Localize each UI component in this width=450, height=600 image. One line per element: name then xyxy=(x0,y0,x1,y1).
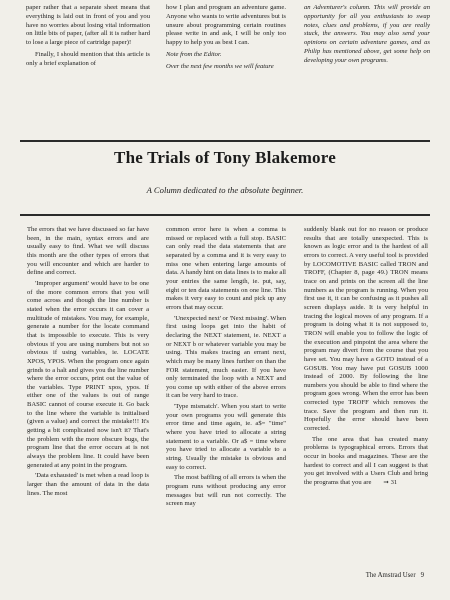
publication-name: The Amstrad User xyxy=(365,572,416,579)
editor-note-continuation: an Adventurer's column. This will provide an opportunity for all you enthusiasts to swap notes, clues and problems, if you are really stuck, the answers. You may also send your opinions on certain adventure games, and as Philip has mentioned above, get some help on developing your own programs. xyxy=(304,4,430,64)
paragraph: The most baffling of all errors is when the program runs without producing any error messages but will run not correctly. The screen may xyxy=(166,474,286,508)
top-column-3 xyxy=(304,4,430,69)
editor-note-text: Over the next few months we will feature xyxy=(166,62,274,70)
paragraph-text: The one area that has created many problems is typographical errors. Errors that occur in books and magazines. These are the hardest to correct and all I can suggest is that you get involved with a Users Club and bring the programs that you are xyxy=(304,435,428,487)
paragraph: common error here is when a comma is missed or replaced with a full stop. BASIC can only read the data statements that are separated by a comma and it is very easy to miss one when entering large amounts of data. A handy hint on data lines is to make all your entries the same length, ie. put, say, eight or ten data statements on one line. This makes it very easy to count and pick up any errors that may occur. xyxy=(166,226,286,311)
continued-arrow-icon: ➞ 31 xyxy=(383,479,398,487)
article-title: The Trials of Tony Blakemore xyxy=(114,148,336,167)
editor-note-heading: Note from the Editor. xyxy=(166,50,222,58)
body-column-1 xyxy=(27,226,149,500)
paragraph: 'Unexpected next' or 'Next missing'. When first using loops get into the habit of declaring the NEXT statement, ie. NEXT a or NEXT b or whatever variable you may be using. This makes tracing an errant next, which may be many lines further on than the FOR statement, much easier. If you have only terminated the loop with a NEXT and you come up with either of the above errors it can be very hard to trace. xyxy=(166,314,286,400)
page-footer xyxy=(366,572,424,579)
article-subtitle: A Column dedicated to the absolute beginner. xyxy=(146,185,304,195)
body-column-3 xyxy=(304,226,428,490)
paragraph: paper rather that a separate sheet means that everything is laid out in front of you and you have no worries about losing vital information on little bits of paper, (after all it is rather hard to lose a large piece of cartridge paper)! xyxy=(26,4,150,47)
paragraph: how I plan and program an adventure game. Anyone who wants to write adventures but is unsure about programming certain routines please write in and ask, I will be only too happy to help you as best I can. xyxy=(166,4,286,47)
top-column-1 xyxy=(26,4,150,72)
body-column-2 xyxy=(166,226,286,511)
paragraph: suddenly blank out for no reason or produce results that are totally unexpected. This is known as logic error and is the hardest of all errors to correct. A very useful tool is provided by LOCOMOTIVE BASIC called TRON and TROFF, (Chapter 8, page 49.) TRON means trace on and prints on the screen all the line numbers as the program is running. When you first use it, it can be confusing as it pushes all screen displays aside. It is very helpful in tracing the logical moves of any program. If a program is doing what it is not supposed to, TRON will enable you to follow the logic of the execution and pinpoint the area where the program may divert from the course that you have set. You may have a GOTO instead of a GOSUB. You may have put GOSUB 1000 instead of 2000. By following the line numbers you should be able to find where the program goes wrong. When the error has been corrected type TROFF which removes the trace. Save the program and then run it. Hopefully the error should have been corrected. xyxy=(304,226,428,433)
paragraph: 'Improper argument' would have to be one of the more common errors that you will come across and though the line number is stated when the error occurs it can cover a multitude of mistakes. You may, for example, generate a number for the locate command that is impossible to execute. This is very obvious if you are using numbers but not so obvious if using variables, ie. LOCATE XPOS, YPOS. When the program once again grinds to a halt and gives you the line number where the error occurs, print out the value of the variables. Type PRINT xpos, ypos. If either one of the values is out of range BASIC cannot of course execute it. Go back to the line where the variable is initialised (given a value) and correct the mistake!!! It's getting a bit complicated now isn't it? That's the problem with the more obscure bugs, the program line that the error occurs at is not always the problem line. It could have been generated at any point in the program. xyxy=(27,279,149,469)
paragraph: 'Data exhausted' is met when a read loop is larger than the amount of data in the data lines. The most xyxy=(27,472,149,497)
paragraph xyxy=(304,436,428,488)
paragraph: 'Type mismatch'. When you start to write your own programs you will generate this error time and time again, ie. a$= "time" where you have tried to allocate a string statement to a variable. Or a$ = time where you have tried to allocate a variable to a string. Usually the mistake is obvious and easy to correct. xyxy=(166,403,286,471)
page-number: 9 xyxy=(420,572,424,579)
top-column-2 xyxy=(166,4,286,75)
divider-rule xyxy=(20,140,430,142)
article-body xyxy=(27,226,427,586)
divider-rule xyxy=(20,214,430,216)
paragraph: The errors that we have discussed so far have been, in the main, syntax errors and are usually easy to find. What we will discuss this month are the other types of errors that you will encounter and which are harder to define and correct. xyxy=(27,226,149,277)
paragraph: Finally, I should mention that this article is only a brief explanation of xyxy=(26,50,150,67)
